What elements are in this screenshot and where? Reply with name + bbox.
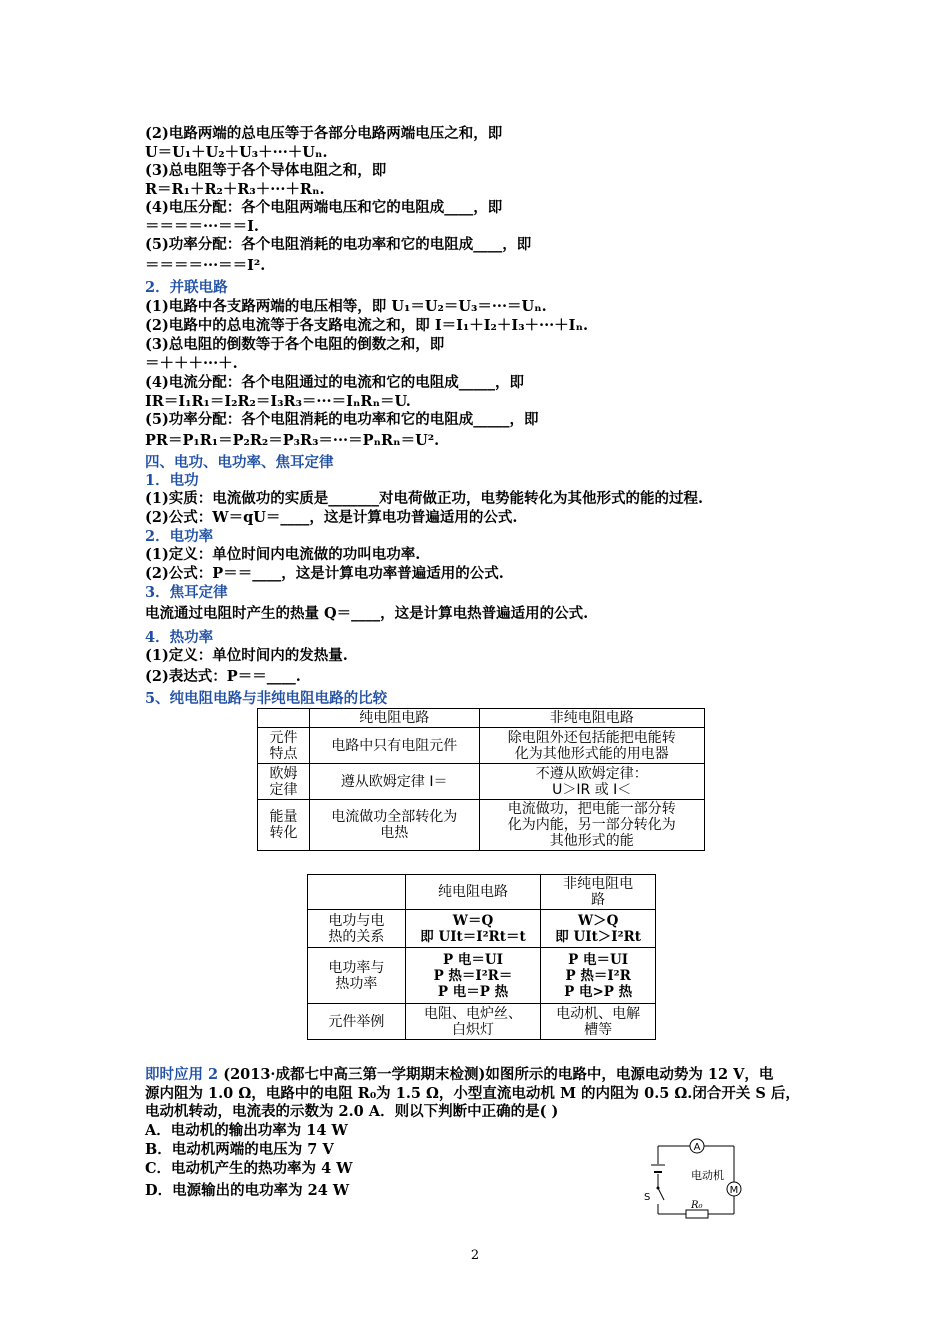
table-cell: P 电＝UI P 热＝I²R＝ P 电＝P 热	[405, 948, 541, 1004]
text-line: (2)公式：W＝qU＝____，这是计算电功普遍适用的公式.	[145, 509, 518, 526]
table-cell: 电流做功全部转化为 电热	[309, 800, 479, 851]
table-cell: 元件举例	[308, 1004, 406, 1040]
table-cell: W＞Q 即 UIt＞I²Rt	[541, 910, 656, 948]
table-cell: 欧姆 定律	[258, 764, 310, 800]
text-line: ＝＝＝＝···＝＝I.	[145, 218, 259, 235]
resistor-icon	[686, 1210, 708, 1218]
section-heading: 5、纯电阻电路与非纯电阻电路的比较	[145, 690, 388, 707]
table-row	[308, 1004, 656, 1040]
option-c: C．电动机产生的热功率为 4 W	[145, 1160, 353, 1177]
section-heading: 四、电功、电功率、焦耳定律	[145, 454, 334, 471]
table-cell	[308, 875, 406, 910]
page-number: 2	[470, 1248, 480, 1263]
text-line: (4)电压分配：各个电阻两端电压和它的电阻成____，即	[145, 199, 503, 216]
table-row	[308, 948, 656, 1004]
table-cell: 元件 特点	[258, 728, 310, 764]
switch-icon	[657, 1187, 660, 1190]
comparison-table-1	[257, 708, 705, 851]
table-cell: 纯电阻电路	[405, 875, 541, 910]
text-line: ＝＋＋＋···＋.	[145, 355, 238, 372]
text-line: (4)电流分配：各个电阻通过的电流和它的电阻成_____，即	[145, 374, 525, 391]
comparison-table-2	[307, 874, 656, 1040]
question-stem-line: 源内阻为 1.0 Ω，电路中的电阻 R₀为 1.5 Ω，小型直流电动机 M 的内阻为 0.5 Ω.闭合开关 S 后，	[145, 1085, 800, 1102]
table-cell: 电动机、电解 槽等	[541, 1004, 656, 1040]
section-heading: 2．电功率	[145, 528, 214, 545]
table-cell: 除电阻外还包括能把电能转 化为其他形式能的用电器	[479, 728, 705, 764]
svg-text:A: A	[693, 1142, 701, 1153]
text-line: ＝＝＝＝···＝＝I².	[145, 257, 266, 274]
table-cell: 非纯电阻电 路	[541, 875, 656, 910]
question-text: (2013·成都七中高三第一学期期末检测)如图所示的电路中，电源电动势为 12 V，电	[223, 1066, 774, 1083]
table-cell: 电功率与 热功率	[308, 948, 406, 1004]
text-line: R＝R₁＋R₂＋R₃＋···＋Rₙ.	[145, 181, 325, 198]
table-header-row	[308, 875, 656, 910]
text-line: (1)定义：单位时间内电流做的功叫电功率.	[145, 546, 421, 563]
circuit-diagram	[636, 1134, 751, 1220]
switch-label: S	[644, 1192, 651, 1203]
text-line: (2)公式：P＝＝____，这是计算电功率普遍适用的公式.	[145, 565, 504, 582]
table-row	[258, 728, 705, 764]
text-line: (5)功率分配：各个电阻消耗的电功率和它的电阻成_____，即	[145, 411, 539, 428]
table-cell: 遵从欧姆定律 I＝	[309, 764, 479, 800]
motor-icon	[727, 1182, 741, 1196]
question-label: 即时应用 2	[145, 1066, 219, 1083]
table-cell: 电阻、电炉丝、 白炽灯	[405, 1004, 541, 1040]
table-cell: 能量 转化	[258, 800, 310, 851]
battery-icon	[651, 1165, 665, 1172]
section-heading: 3．焦耳定律	[145, 584, 228, 601]
table-row	[258, 764, 705, 800]
table-cell: P 电＝UI P 热＝I²R P 电>P 热	[541, 948, 656, 1004]
section-heading: 1．电功	[145, 472, 199, 489]
text-line: (2)电路两端的总电压等于各部分电路两端电压之和，即	[145, 125, 503, 142]
table-cell	[258, 709, 310, 728]
text-line: PR＝P₁R₁＝P₂R₂＝P₃R₃＝···＝PₙRₙ＝U².	[145, 432, 440, 449]
text-line: (1)实质：电流做功的实质是_______对电荷做正功，电势能转化为其他形式的能的过程.	[145, 490, 704, 507]
text-line: IR＝I₁R₁＝I₂R₂＝I₃R₃＝···＝IₙRₙ＝U.	[145, 393, 411, 410]
table-cell: 电流做功，把电能一部分转 化为内能，另一部分转化为 其他形式的能	[479, 800, 705, 851]
text-line: (2)表达式：P＝＝____.	[145, 668, 301, 685]
section-heading: 2．并联电路	[145, 279, 228, 296]
ammeter-icon	[690, 1139, 704, 1153]
table-cell: 电功与电 热的关系	[308, 910, 406, 948]
motor-label: 电动机	[691, 1169, 724, 1182]
text-line: (1)定义：单位时间内的发热量.	[145, 647, 348, 664]
option-b: B．电动机两端的电压为 7 V	[145, 1141, 334, 1158]
text-line: (5)功率分配：各个电阻消耗的电功率和它的电阻成____，即	[145, 236, 532, 253]
question-stem-line	[145, 1066, 773, 1084]
option-a: A．电动机的输出功率为 14 W	[145, 1122, 348, 1139]
text-line: U＝U₁＋U₂＋U₃＋···＋Uₙ.	[145, 144, 328, 161]
question-stem-line: 电动机转动，电流表的示数为 2.0 A．则以下判断中正确的是( )	[145, 1103, 559, 1120]
table-cell: 非纯电阻电路	[479, 709, 705, 728]
table-row	[308, 910, 656, 948]
table-cell: 电路中只有电阻元件	[309, 728, 479, 764]
resistor-label: R₀	[691, 1200, 703, 1211]
text-line: 电流通过电阻时产生的热量 Q＝____，这是计算电热普遍适用的公式.	[145, 605, 589, 622]
svg-text:M: M	[729, 1185, 739, 1196]
table-cell: 纯电阻电路	[309, 709, 479, 728]
text-line: (3)总电阻等于各个导体电阻之和，即	[145, 162, 387, 179]
table-row	[258, 800, 705, 851]
option-d: D．电源输出的电功率为 24 W	[145, 1182, 350, 1199]
text-line: (3)总电阻的倒数等于各个电阻的倒数之和，即	[145, 336, 445, 353]
text-line: (1)电路中各支路两端的电压相等，即 U₁＝U₂＝U₃＝···＝Uₙ.	[145, 298, 547, 315]
table-cell: W＝Q 即 UIt＝I²Rt＝t	[405, 910, 541, 948]
section-heading: 4．热功率	[145, 629, 214, 646]
text-line: (2)电路中的总电流等于各支路电流之和，即 I＝I₁＋I₂＋I₃＋···＋Iₙ.	[145, 317, 589, 334]
table-cell: 不遵从欧姆定律： U＞IR 或 I＜	[479, 764, 705, 800]
table-header-row	[258, 709, 705, 728]
